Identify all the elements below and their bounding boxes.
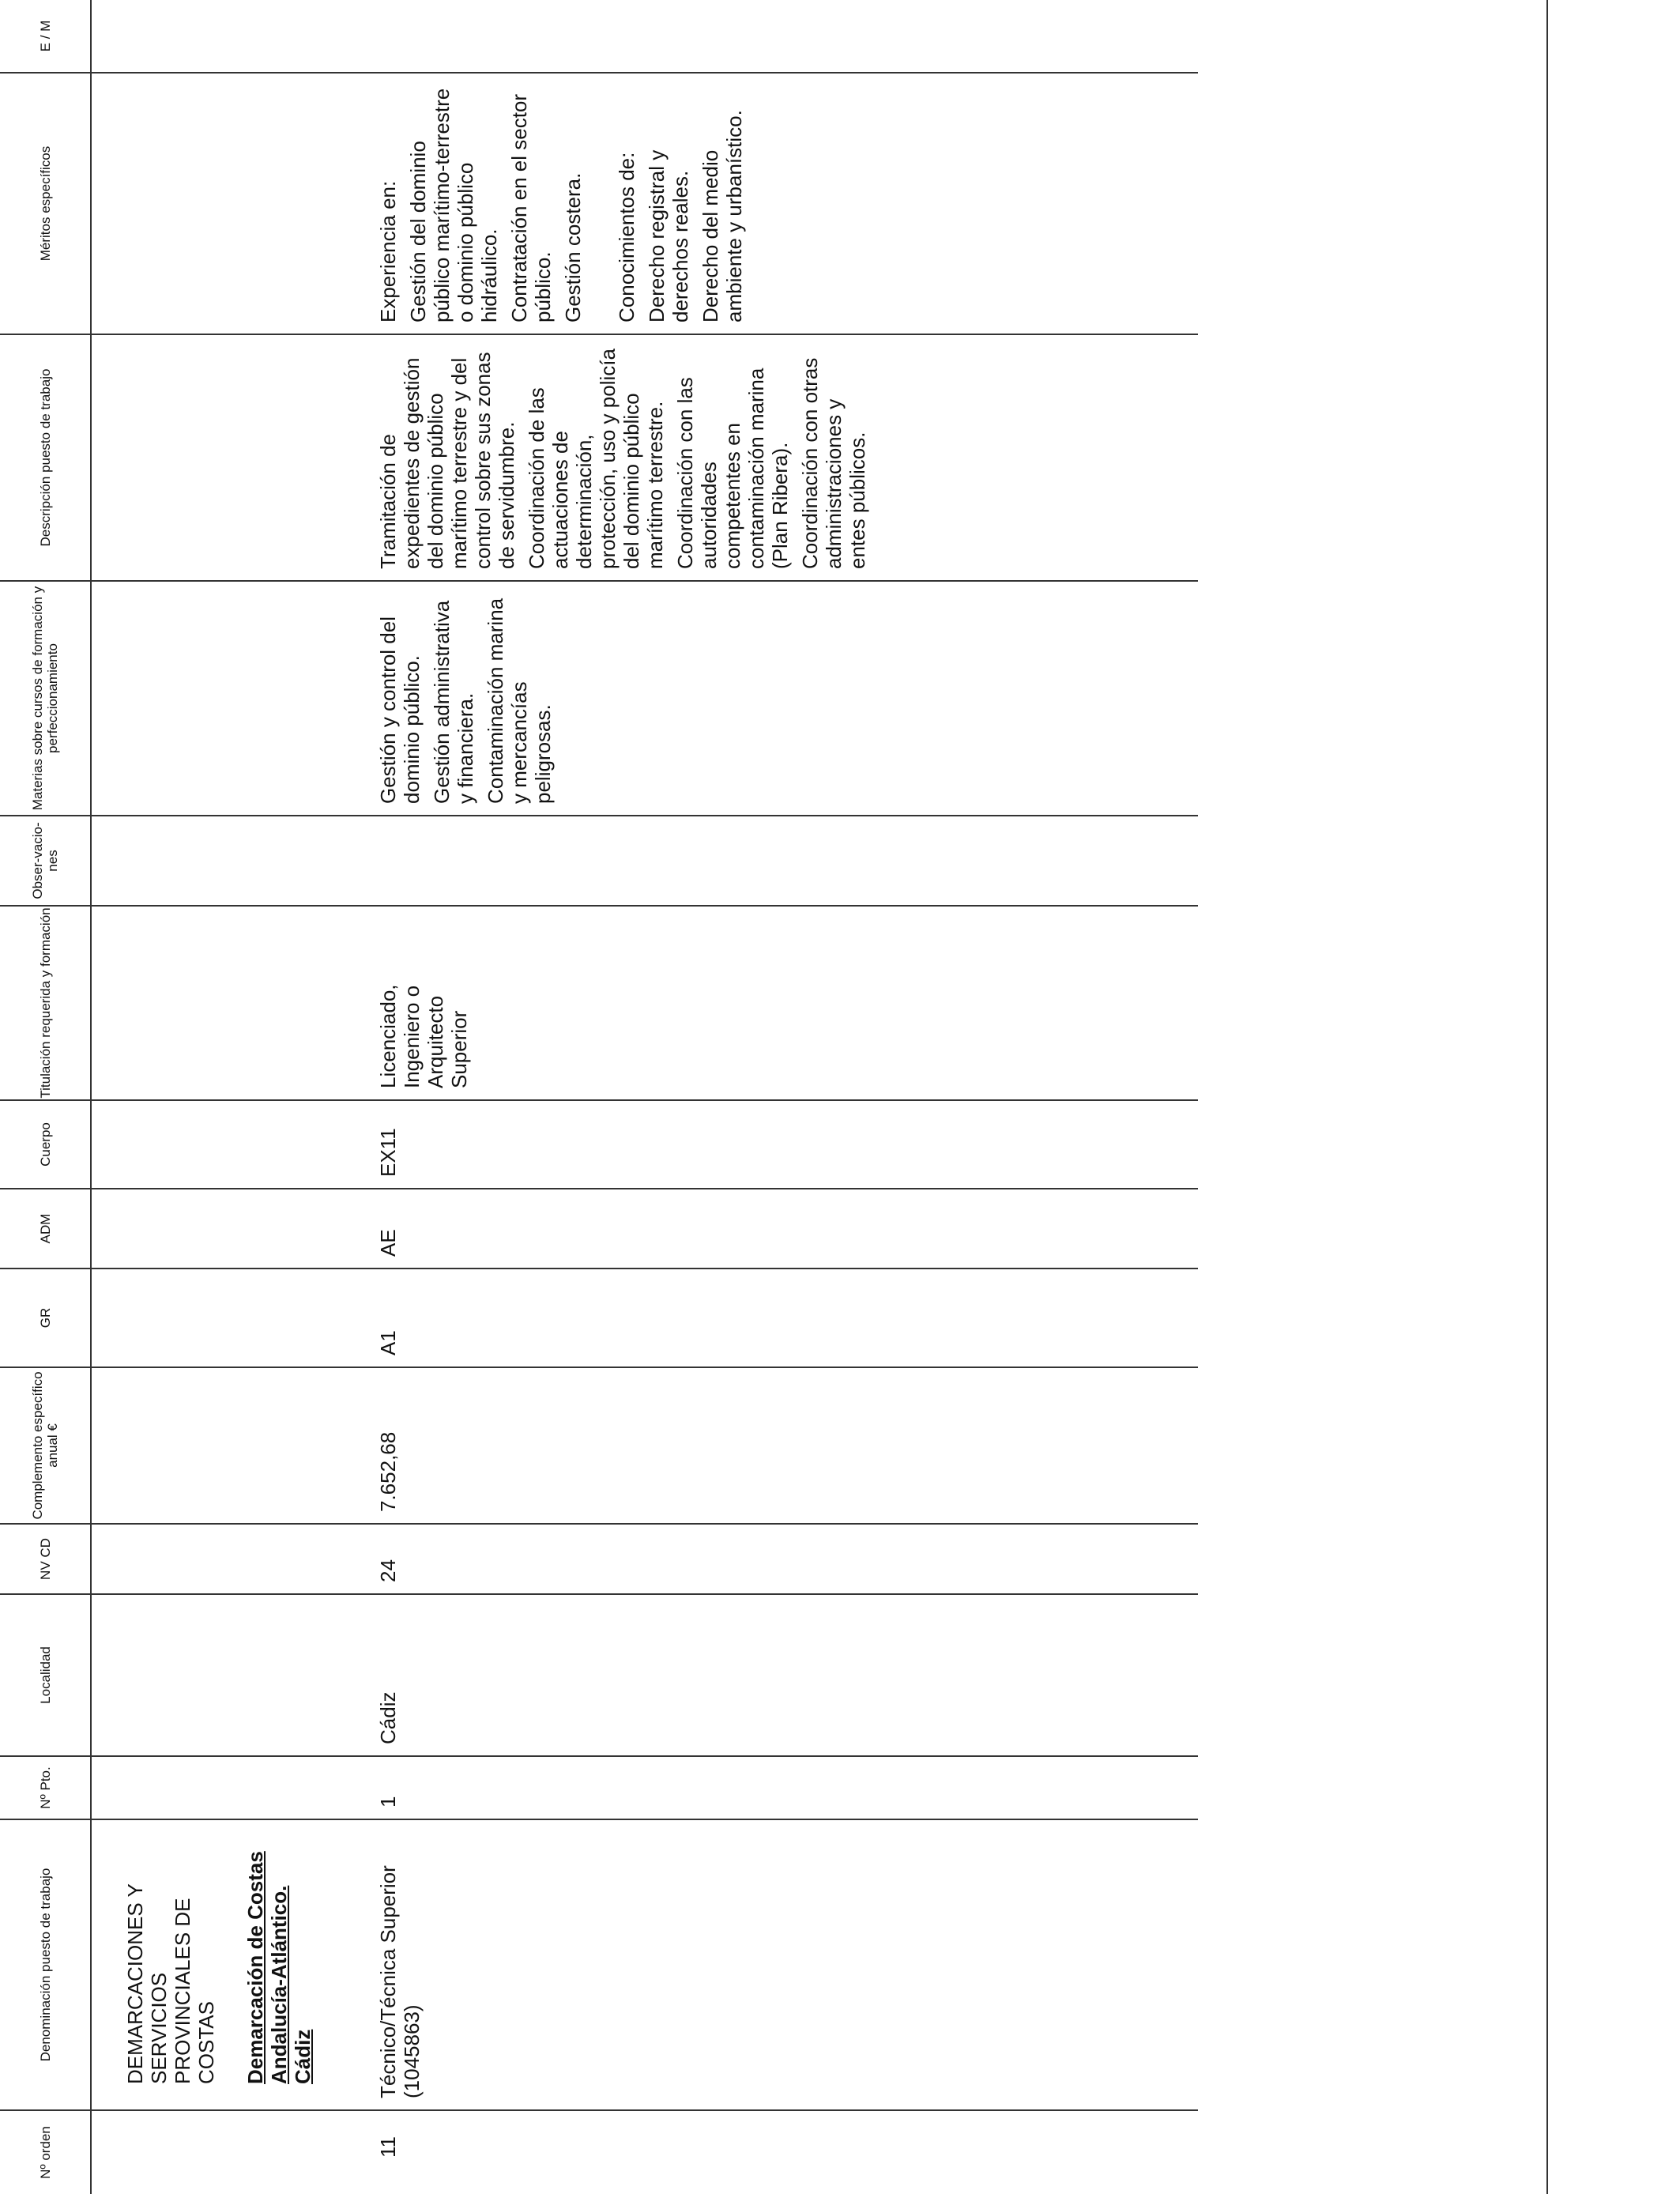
cell-nivel: 24 (376, 1524, 1198, 1594)
meritos-conocimientos-item: Derecho registral y derechos reales. (645, 149, 692, 322)
cell-grupo: A1 (376, 1269, 1198, 1367)
cell-materias (376, 581, 1198, 816)
cell-observaciones (376, 816, 1198, 906)
header-localidad: Localidad (0, 1594, 91, 1756)
descripcion-item: Coordinación con las autoridades competentes en contaminación marina (Plan Ribera). (673, 368, 792, 569)
header-grupo: GR (0, 1269, 91, 1367)
header-cuerpo: Cuerpo (0, 1100, 91, 1189)
descripcion-item: Coordinación de las actuaciones de determinación, protección, uso y policía del dominio público marítimo terrestre. (525, 349, 667, 569)
header-em: E / M (0, 0, 91, 73)
section-row (91, 0, 376, 2194)
meritos-conocimientos-title: Conocimientos de: (615, 152, 638, 322)
header-nivel: NV CD (0, 1524, 91, 1594)
section-title: DEMARCACIONES Y SERVICIOS PROVINCIALES DE COSTAS (123, 1883, 218, 2084)
cell-meritos (376, 73, 1198, 334)
header-row (0, 0, 91, 2194)
header-complemento: Complemento específico anual € (0, 1367, 91, 1524)
cell-n-puesto: 1 (376, 1756, 1198, 1819)
cell-titulacion: Licenciado, Ingeniero o Arquitecto Superior (376, 906, 1198, 1100)
header-orden: Nº orden (0, 2110, 91, 2194)
table-bottom-rule (1546, 0, 1548, 2194)
cell-adm: AE (376, 1189, 1198, 1269)
cell-cuerpo: EX11 (376, 1100, 1198, 1189)
cell-em (376, 0, 1198, 73)
descripcion-item: Tramitación de expedientes de gestión del dominio público marítimo terrestre y del control sobre sus zonas de servidumbre. (376, 352, 518, 569)
meritos-experiencia-item: Contratación en el sector público. (507, 93, 555, 322)
meritos-experiencia-item: Gestión del dominio público marítimo-terrestre o dominio público hidráulico. (406, 88, 501, 322)
cell-orden: 11 (376, 2110, 1198, 2194)
header-descripcion: Descripción puesto de trabajo (0, 334, 91, 581)
table-row (376, 0, 1198, 2194)
materias-item: Contaminación marina y mercancías peligrosas. (484, 598, 555, 804)
header-meritos: Méritos específicos (0, 73, 91, 334)
header-observaciones: Obser-vacio-nes (0, 816, 91, 906)
cell-localidad: Cádiz (376, 1594, 1198, 1756)
header-denominacion: Denominación puesto de trabajo (0, 1819, 91, 2110)
meritos-experiencia-item: Gestión costera. (561, 172, 585, 322)
materias-item: Gestión y control del dominio público. (376, 616, 424, 804)
header-n-puesto: Nº Pto. (0, 1756, 91, 1819)
materias-item: Gestión administrativa y financiera. (430, 600, 477, 804)
header-materias: Materias sobre cursos de formación y perfeccionamiento (0, 581, 91, 816)
header-titulacion: Titulación requerida y formación (0, 906, 91, 1100)
meritos-conocimientos-item: Derecho del medio ambiente y urbanístico. (699, 110, 746, 322)
header-adm: ADM (0, 1189, 91, 1269)
cell-complemento: 7.652,68 (376, 1367, 1198, 1524)
meritos-experiencia-title: Experiencia en: (376, 180, 400, 322)
section-subtitle: Demarcación de Costas Andalucía-Atlántico. Cádiz (243, 1851, 315, 2084)
cell-denominacion: Técnico/Técnica Superior (1045863) (376, 1819, 1198, 2110)
cell-descripcion (376, 334, 1198, 581)
section-title-cell (91, 1819, 376, 2110)
descripcion-item: Coordinación con otras administraciones y entes públicos. (798, 357, 869, 569)
